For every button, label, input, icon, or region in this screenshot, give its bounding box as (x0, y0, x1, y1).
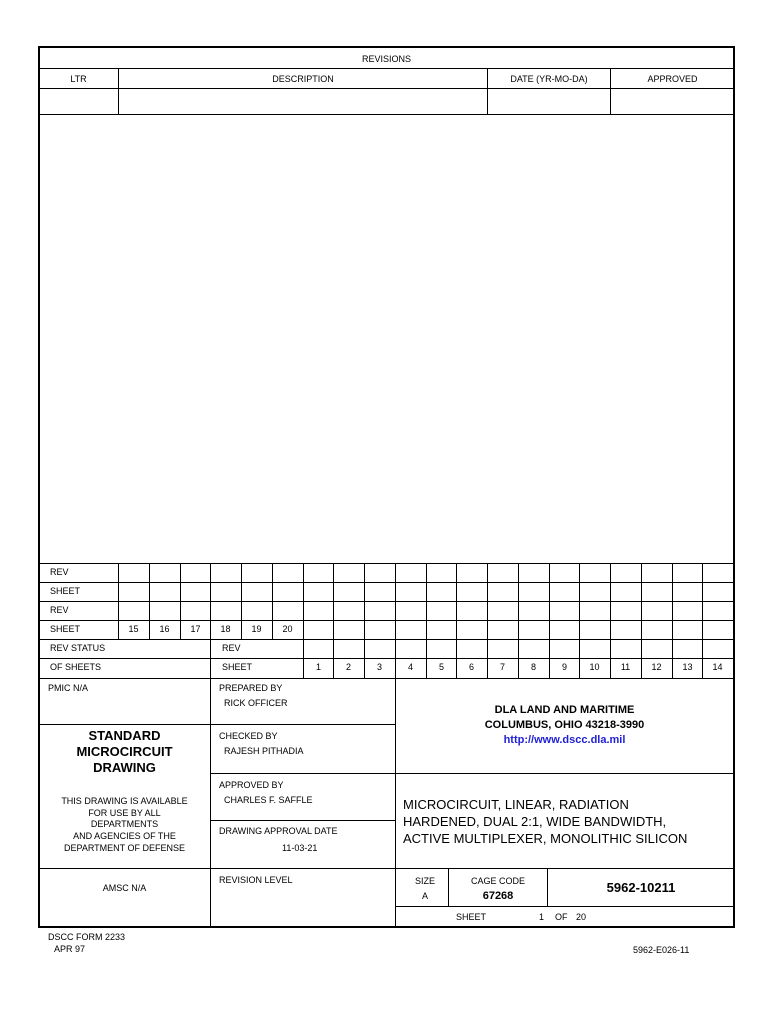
standard-title: STANDARD (88, 728, 161, 743)
availability-line-1: THIS DRAWING IS AVAILABLE (61, 796, 188, 806)
checked-by-name: RAJESH PITHADIA (224, 746, 304, 756)
size-value: A (422, 891, 429, 901)
cage-code-value: 67268 (482, 890, 514, 902)
prepared-by-label: PREPARED BY (219, 683, 283, 693)
sheet-label-1: SHEET (50, 586, 81, 596)
pmic-label: PMIC N/A (48, 683, 89, 693)
status-sheet-cell-3: 3 (376, 662, 382, 672)
of-sheets-label: OF SHEETS (50, 662, 102, 672)
col-ltr: LTR (70, 74, 87, 84)
status-sheet-cell-10: 10 (589, 662, 600, 672)
status-sheet-cell-6: 6 (468, 662, 474, 672)
approved-by-name: CHARLES F. SAFFLE (224, 795, 313, 805)
status-sheet-cell-8: 8 (530, 662, 536, 672)
amsc-label: AMSC N/A (102, 883, 147, 893)
status-sheet-cell-7: 7 (499, 662, 505, 672)
approval-date: 11-03-21 (282, 843, 318, 853)
sheet-label-2: SHEET (50, 624, 81, 634)
status-sheet-cell-5: 5 (438, 662, 444, 672)
drawing-title: DRAWING (93, 760, 156, 775)
revisions-title: REVISIONS (361, 54, 411, 64)
availability-line-2: FOR USE BY ALL (88, 808, 161, 818)
sheet-cell-17: 17 (190, 624, 201, 634)
sheet-of-label: OF (555, 912, 568, 922)
availability-line-5: DEPARTMENT OF DEFENSE (63, 843, 186, 853)
col-date: DATE (YR-MO-DA) (510, 74, 588, 84)
col-description: DESCRIPTION (272, 74, 334, 84)
sheet-label: SHEET (456, 912, 487, 922)
approval-date-label: DRAWING APPROVAL DATE (219, 826, 338, 836)
availability-line-3: DEPARTMENTS (90, 819, 159, 829)
sheet-number: 1 (539, 912, 545, 922)
description-line-1: MICROCIRCUIT, LINEAR, RADIATION (403, 797, 629, 812)
rev-label-1: REV (50, 567, 69, 577)
sheet-total: 20 (576, 912, 587, 922)
org-address: COLUMBUS, OHIO 43218-3990 (484, 719, 645, 731)
checked-by-label: CHECKED BY (219, 731, 278, 741)
sheet-cell-20: 20 (282, 624, 293, 634)
description-line-3: ACTIVE MULTIPLEXER, MONOLITHIC SILICON (403, 831, 688, 846)
rev-status-label: REV STATUS (50, 643, 106, 653)
size-label: SIZE (415, 876, 436, 886)
col-approved: APPROVED (647, 74, 698, 84)
status-sheet-cell-1: 1 (315, 662, 321, 672)
availability-line-4: AND AGENCIES OF THE (73, 831, 176, 841)
rev-label-3: REV (222, 643, 241, 653)
status-sheet-cell-12: 12 (651, 662, 662, 672)
revision-level-label: REVISION LEVEL (219, 875, 293, 885)
drawing-number: 5962-10211 (606, 880, 676, 895)
status-sheet-cell-9: 9 (561, 662, 567, 672)
status-sheet-cell-11: 11 (620, 662, 631, 672)
sheet-cell-15: 15 (128, 624, 139, 634)
status-sheet-cell-14: 14 (712, 662, 723, 672)
microcircuit-title: MICROCIRCUIT (76, 744, 173, 759)
status-sheet-cell-2: 2 (345, 662, 351, 672)
status-sheet-cell-13: 13 (682, 662, 693, 672)
approved-by-label: APPROVED BY (219, 780, 284, 790)
rev-label-2: REV (50, 605, 69, 615)
description-line-2: HARDENED, DUAL 2:1, WIDE BANDWIDTH, (403, 814, 667, 829)
sheet-cell-19: 19 (251, 624, 262, 634)
prepared-by-name: RICK OFFICER (224, 698, 288, 708)
form-number: DSCC FORM 2233 (48, 932, 126, 942)
status-sheet-cell-4: 4 (407, 662, 413, 672)
sheet-label-3: SHEET (222, 662, 253, 672)
sheet-cell-18: 18 (220, 624, 231, 634)
org-url-link[interactable]: http://www.dscc.dla.mil (503, 734, 626, 746)
org-name: DLA LAND AND MARITIME (494, 704, 635, 716)
cage-code-label: CAGE CODE (470, 876, 525, 886)
form-date: APR 97 (54, 944, 86, 954)
sheet-cell-16: 16 (159, 624, 170, 634)
document-code: 5962-E026-11 (633, 945, 690, 955)
